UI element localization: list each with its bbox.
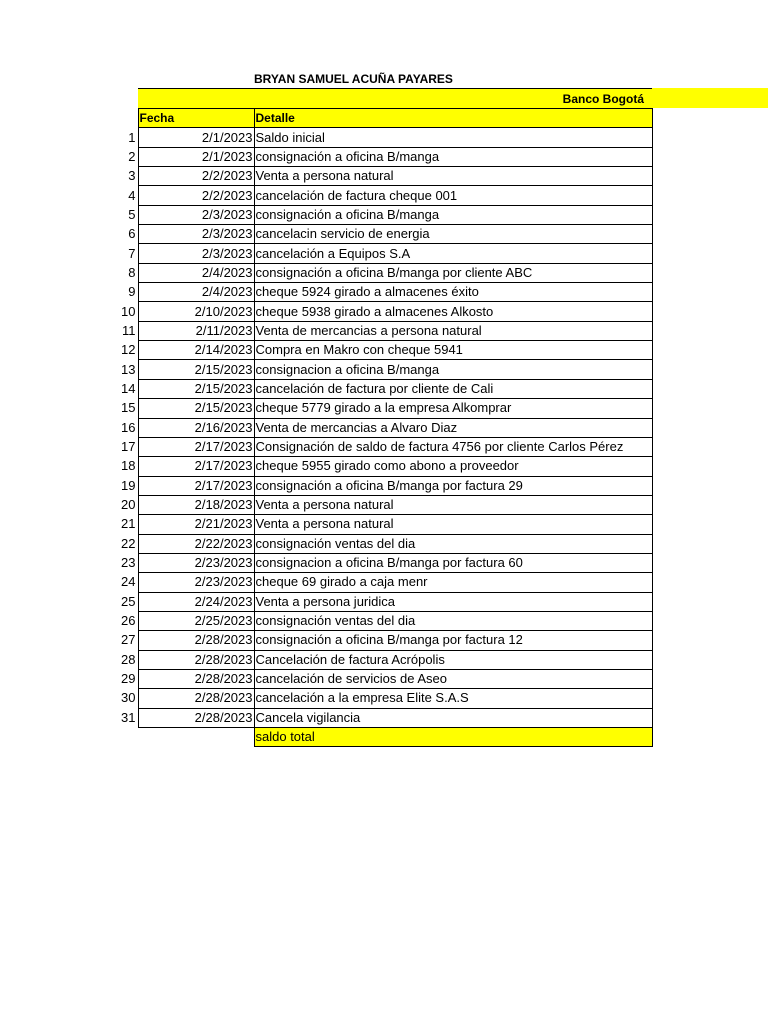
date-cell[interactable]: 2/28/2023 — [138, 689, 254, 708]
detail-cell[interactable]: consignación a oficina B/manga — [254, 147, 652, 166]
date-cell[interactable]: 2/14/2023 — [138, 341, 254, 360]
detail-cell[interactable]: cheque 69 girado a caja menr — [254, 573, 652, 592]
date-cell[interactable]: 2/3/2023 — [138, 205, 254, 224]
table-row — [118, 379, 652, 398]
date-cell[interactable]: 2/28/2023 — [138, 708, 254, 727]
detail-cell[interactable]: consignación a oficina B/manga — [254, 205, 652, 224]
row-number: 9 — [128, 284, 136, 300]
detail-cell[interactable]: Consignación de saldo de factura 4756 por cliente Carlos Pérez — [254, 437, 652, 456]
total-row-date-spacer — [138, 728, 254, 747]
detail-cell[interactable]: consignación a oficina B/manga por cliente ABC — [254, 263, 652, 282]
date-column-header: Fecha — [138, 109, 254, 128]
table-row — [118, 553, 652, 572]
row-number: 11 — [122, 322, 136, 338]
row-number: 7 — [128, 245, 136, 261]
date-cell[interactable]: 2/17/2023 — [138, 457, 254, 476]
table-row — [118, 573, 652, 592]
table-row — [118, 205, 652, 224]
row-number: 23 — [121, 555, 136, 571]
table-row — [118, 534, 652, 553]
date-cell[interactable]: 2/23/2023 — [138, 573, 254, 592]
row-number: 6 — [128, 226, 136, 242]
row-number: 13 — [121, 361, 136, 377]
detail-cell[interactable]: consignación ventas del dia — [254, 534, 652, 553]
date-cell[interactable]: 2/15/2023 — [138, 360, 254, 379]
table-row — [118, 167, 652, 186]
total-row-spacer — [118, 728, 138, 747]
row-number: 31 — [121, 709, 136, 725]
table-row — [118, 669, 652, 688]
row-number: 20 — [121, 497, 136, 513]
detail-cell[interactable]: Cancela vigilancia — [254, 708, 652, 727]
table-row — [118, 592, 652, 611]
table-row — [118, 708, 652, 727]
detail-cell[interactable]: cancelación a la empresa Elite S.A.S — [254, 689, 652, 708]
row-number: 1 — [128, 129, 136, 145]
detail-cell[interactable]: cheque 5779 girado a la empresa Alkomprar — [254, 399, 652, 418]
detail-cell[interactable]: Venta de mercancias a persona natural — [254, 321, 652, 340]
table-row — [118, 225, 652, 244]
detail-cell[interactable]: Venta a persona juridica — [254, 592, 652, 611]
date-cell[interactable]: 2/24/2023 — [138, 592, 254, 611]
table-row — [118, 360, 652, 379]
detail-cell[interactable]: consignación a oficina B/manga por factura 12 — [254, 631, 652, 650]
total-row — [118, 728, 652, 747]
row-number: 27 — [121, 632, 136, 648]
table-row — [118, 186, 652, 205]
table-row — [118, 418, 652, 437]
date-cell[interactable]: 2/28/2023 — [138, 669, 254, 688]
table-row — [118, 631, 652, 650]
table-row — [118, 650, 652, 669]
table-row — [118, 147, 652, 166]
row-number: 24 — [121, 574, 136, 590]
row-number: 3 — [128, 168, 136, 184]
row-number: 25 — [121, 593, 136, 609]
detail-cell[interactable]: consignación a oficina B/manga por factura 29 — [254, 476, 652, 495]
total-label-cell[interactable]: saldo total — [254, 728, 652, 747]
date-cell[interactable]: 2/4/2023 — [138, 283, 254, 302]
row-number: 16 — [121, 419, 136, 435]
date-cell[interactable]: 2/28/2023 — [138, 631, 254, 650]
table-row — [118, 341, 652, 360]
table-row — [118, 283, 652, 302]
table-row — [118, 244, 652, 263]
table-row — [118, 437, 652, 456]
row-number: 10 — [121, 303, 136, 319]
bank-name: Banco Bogotá — [562, 92, 644, 106]
row-number: 17 — [121, 439, 136, 455]
detail-cell[interactable]: Compra en Makro con cheque 5941 — [254, 341, 652, 360]
detail-cell[interactable]: cancelacin servicio de energia — [254, 225, 652, 244]
detail-column-header: Detalle — [254, 109, 652, 128]
row-number: 5 — [128, 206, 136, 222]
date-cell[interactable]: 2/10/2023 — [138, 302, 254, 321]
row-number: 8 — [128, 264, 136, 280]
row-number: 30 — [121, 690, 136, 706]
row-number: 14 — [121, 380, 136, 396]
date-cell[interactable]: 2/3/2023 — [138, 225, 254, 244]
table-row — [118, 515, 652, 534]
detail-cell[interactable]: cancelación de factura cheque 001 — [254, 186, 652, 205]
detail-cell[interactable]: Saldo inicial — [254, 128, 652, 147]
detail-cell[interactable]: consignacion a oficina B/manga — [254, 360, 652, 379]
date-cell[interactable]: 2/2/2023 — [138, 167, 254, 186]
detail-cell[interactable]: cheque 5955 girado como abono a proveedor — [254, 457, 652, 476]
date-cell[interactable]: 2/4/2023 — [138, 263, 254, 282]
table-row — [118, 128, 652, 147]
detail-cell[interactable]: cheque 5924 girado a almacenes éxito — [254, 283, 652, 302]
detail-cell[interactable]: Venta a persona natural — [254, 167, 652, 186]
detail-cell[interactable]: cancelación de factura por cliente de Cali — [254, 379, 652, 398]
date-cell[interactable]: 2/23/2023 — [138, 553, 254, 572]
row-number: 21 — [121, 516, 136, 532]
row-number: 28 — [121, 651, 136, 667]
date-cell[interactable]: 2/3/2023 — [138, 244, 254, 263]
row-number: 12 — [121, 342, 136, 358]
date-cell[interactable]: 2/16/2023 — [138, 418, 254, 437]
row-number: 29 — [121, 671, 136, 687]
table-row — [118, 495, 652, 514]
date-cell[interactable]: 2/15/2023 — [138, 379, 254, 398]
date-cell[interactable]: 2/2/2023 — [138, 186, 254, 205]
row-number: 4 — [128, 187, 136, 203]
table-row — [118, 263, 652, 282]
bank-header-row — [138, 88, 652, 108]
table-row — [118, 302, 652, 321]
table-row — [118, 611, 652, 630]
detail-cell[interactable]: cheque 5938 girado a almacenes Alkosto — [254, 302, 652, 321]
detail-cell[interactable]: cancelación a Equipos S.A — [254, 244, 652, 263]
date-cell[interactable]: 2/17/2023 — [138, 476, 254, 495]
date-cell[interactable]: 2/18/2023 — [138, 495, 254, 514]
row-number: 19 — [121, 477, 136, 493]
row-number: 2 — [128, 148, 136, 164]
detail-cell[interactable]: Venta a persona natural — [254, 515, 652, 534]
table-row — [118, 476, 652, 495]
sheet-title: BRYAN SAMUEL ACUÑA PAYARES — [254, 72, 453, 86]
row-number: 15 — [121, 400, 136, 416]
date-cell[interactable]: 2/21/2023 — [138, 515, 254, 534]
date-cell[interactable]: 2/15/2023 — [138, 399, 254, 418]
date-cell[interactable]: 2/17/2023 — [138, 437, 254, 456]
date-cell[interactable]: 2/28/2023 — [138, 650, 254, 669]
table-header-row — [118, 109, 652, 128]
date-cell[interactable]: 2/11/2023 — [138, 321, 254, 340]
ledger-table — [118, 108, 653, 747]
row-number: 22 — [121, 535, 136, 551]
table-row — [118, 399, 652, 418]
table-row — [118, 321, 652, 340]
date-cell[interactable]: 2/1/2023 — [138, 128, 254, 147]
row-number: 18 — [121, 458, 136, 474]
table-row — [118, 689, 652, 708]
detail-cell[interactable]: Venta a persona natural — [254, 495, 652, 514]
detail-cell[interactable]: consignacion a oficina B/manga por factura 60 — [254, 553, 652, 572]
date-cell[interactable]: 2/25/2023 — [138, 611, 254, 630]
detail-cell[interactable]: Cancelación de factura Acrópolis — [254, 650, 652, 669]
date-cell[interactable]: 2/22/2023 — [138, 534, 254, 553]
detail-cell[interactable]: Venta de mercancias a Alvaro Diaz — [254, 418, 652, 437]
detail-cell[interactable]: cancelación de servicios de Aseo — [254, 669, 652, 688]
date-cell[interactable]: 2/1/2023 — [138, 147, 254, 166]
table-row — [118, 457, 652, 476]
row-number-header — [118, 109, 138, 128]
row-number: 26 — [121, 613, 136, 629]
detail-cell[interactable]: consignación ventas del dia — [254, 611, 652, 630]
